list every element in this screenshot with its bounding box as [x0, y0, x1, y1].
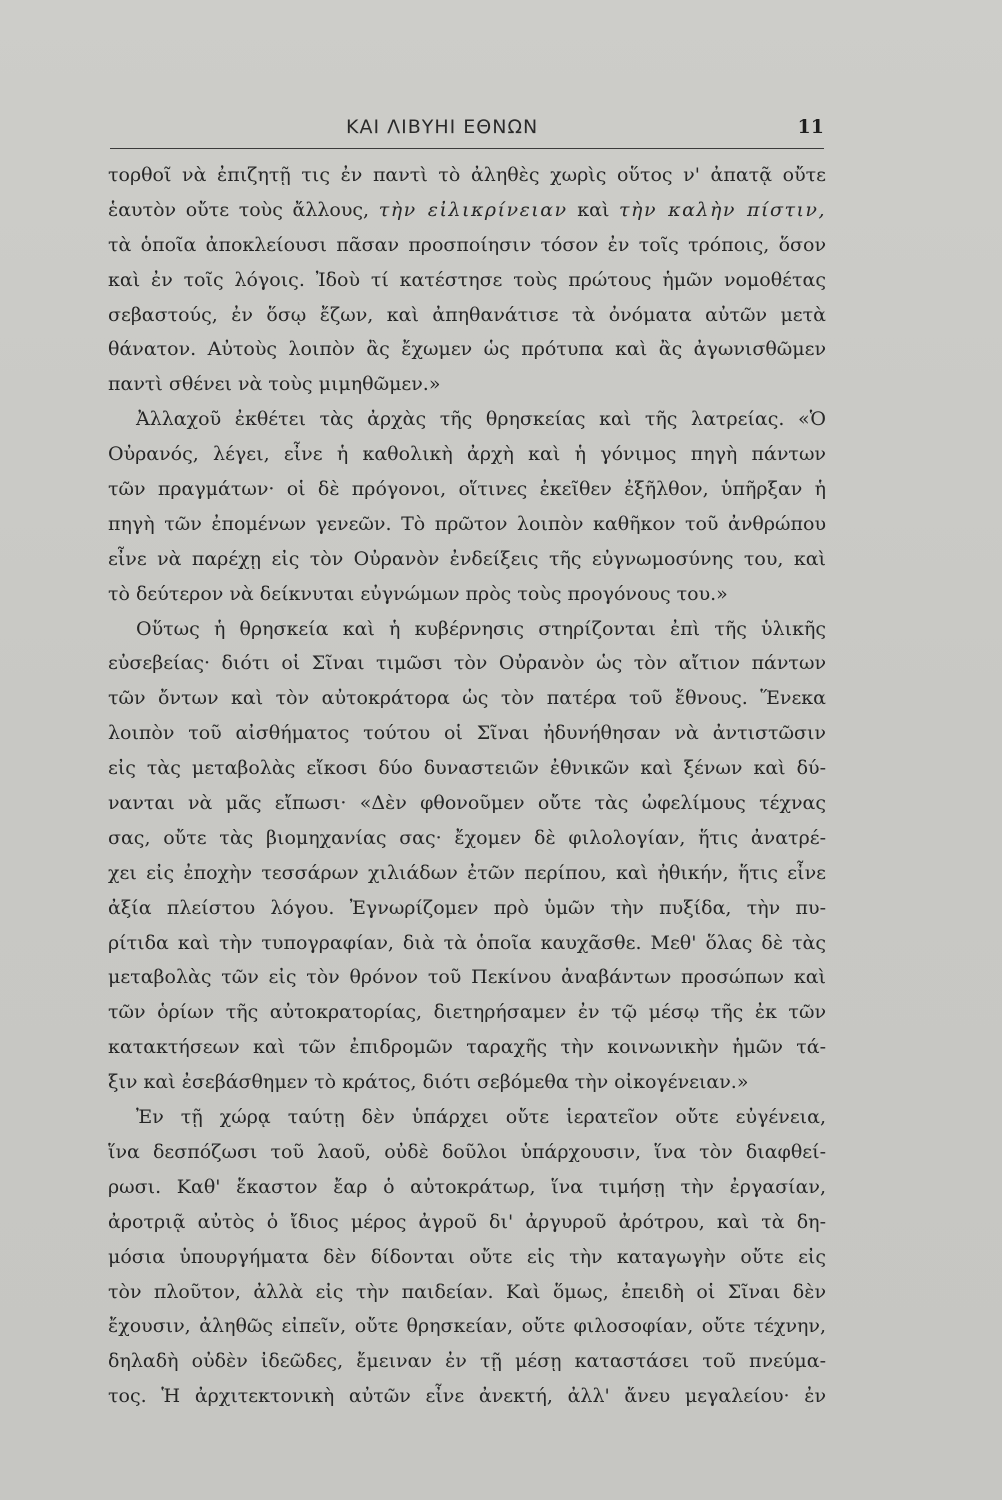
text-line: παντὶ σθένει νὰ τοὺς μιμηθῶμεν.»	[108, 373, 441, 396]
text-line: δηλαδὴ οὐδὲν ἰδεῶδες, ἔμειναν ἐν τῇ μέσῃ καταστάσει τοῦ πνεύμα-	[108, 1350, 826, 1373]
text-line: τορθοῖ νὰ ἐπιζητῇ τις ἐν παντὶ τὸ ἀληθὲς χωρὶς οὕτος ν' ἀπατᾷ οὔτε	[108, 164, 826, 186]
text-line: τῶν ὄντων καὶ τὸν αὐτοκράτορα ὡς τὸν πατέρα τοῦ ἔθνους. Ἕνεκα	[108, 687, 826, 710]
text-line: εἶνε νὰ παρέχῃ εἰς τὸν Οὐρανὸν ἐνδείξεις τῆς εὐγνωμοσύνης του, καὶ	[108, 547, 826, 570]
text-line: Οὐρανός, λέγει, εἶνε ἡ καθολικὴ ἀρχὴ καὶ ἡ γόνιμος πηγὴ πάντων	[108, 443, 826, 466]
text-line: ἑαυτὸν οὔτε τοὺς ἄλλους, τὴν εἰλικρίνειαν καὶ τὴν καλὴν πίστιν,	[108, 198, 826, 221]
text-line: καὶ ἐν τοῖς λόγοις. Ἰδοὺ τί κατέστησε τοὺς πρώτους ἡμῶν νομοθέτας	[108, 268, 826, 291]
text-line: πηγὴ τῶν ἐπομένων γενεῶν. Τὸ πρῶτον λοιπὸν καθῆκον τοῦ ἀνθρώπου	[108, 512, 826, 535]
text-line: λοιπὸν τοῦ αἰσθήματος τούτου οἱ Σῖναι ἠδυνήθησαν νὰ ἀντιστῶσιν	[108, 722, 826, 745]
text-line: θάνατον. Αὐτοὺς λοιπὸν ἂς ἔχωμεν ὡς πρότυπα καὶ ἂς ἀγωνισθῶμεν	[108, 338, 826, 361]
running-head	[110, 116, 824, 149]
text-line: ἵνα δεσπόζωσι τοῦ λαοῦ, οὐδὲ δοῦλοι ὑπάρχουσιν, ἵνα τὸν διαφθεί-	[108, 1140, 826, 1163]
text-line: νανται νὰ μᾶς εἴπωσι· «Δὲν φθονοῦμεν οὔτε τὰς ὠφελίμους τέχνας	[108, 792, 826, 815]
text-line: σας, οὔτε τὰς βιομηχανίας σας· ἔχομεν δὲ φιλολογίαν, ἥτις ἀνατρέ-	[108, 826, 826, 849]
body-text	[108, 158, 826, 1414]
text-line: μεταβολὰς τῶν εἰς τὸν θρόνον τοῦ Πεκίνου ἀναβάντων προσώπων καὶ	[108, 966, 826, 989]
text-line: Οὕτως ἡ θρησκεία καὶ ἡ κυβέρνησις στηρίζονται ἐπὶ τῆς ὑλικῆς	[136, 617, 826, 640]
text-line: ἔχουσιν, ἀληθῶς εἰπεῖν, οὔτε θρησκείαν, οὔτε φιλοσοφίαν, οὔτε τέχνην,	[108, 1315, 826, 1338]
text-line: τος. Ἡ ἀρχιτεκτονικὴ αὐτῶν εἶνε ἀνεκτή, ἀλλ' ἄνευ μεγαλείου· ἐν	[108, 1385, 826, 1408]
text-line: χει εἰς ἐποχὴν τεσσάρων χιλιάδων ἐτῶν περίπου, καὶ ἠθικήν, ἥτις εἶνε	[108, 861, 826, 884]
text-line: εὐσεβείας· διότι οἱ Σῖναι τιμῶσι τὸν Οὐρανὸν ὡς τὸν αἴτιον πάντων	[108, 652, 826, 675]
text-line: ρωσι. Καθ' ἕκαστον ἔαρ ὁ αὐτοκράτωρ, ἵνα τιμήσῃ τὴν ἐργασίαν,	[108, 1175, 826, 1198]
text-line: Ἐν τῇ χώρᾳ ταύτῃ δὲν ὑπάρχει οὔτε ἱερατεῖον οὔτε εὐγένεια,	[136, 1106, 826, 1129]
text-line: τὸν πλοῦτον, ἀλλὰ εἰς τὴν παιδείαν. Καὶ ὅμως, ἐπειδὴ οἱ Σῖναι δὲν	[108, 1280, 826, 1303]
text-line: ξιν καὶ ἐσεβάσθημεν τὸ κράτος, διότι σεβόμεθα τὴν οἰκογένειαν.»	[108, 1071, 749, 1094]
text-line: ἀροτριᾷ αὐτὸς ὁ ἴδιος μέρος ἀγροῦ δι' ἀργυροῦ ἀρότρου, καὶ τὰ δη-	[108, 1210, 826, 1233]
page-number: 11	[797, 116, 824, 138]
text-line: τὰ ὁποῖα ἀποκλείουσι πᾶσαν προσποίησιν τόσον ἐν τοῖς τρόποις, ὅσον	[108, 233, 826, 256]
text-line: ρίτιδα καὶ τὴν τυπογραφίαν, διὰ τὰ ὁποῖα καυχᾶσθε. Μεθ' ὅλας δὲ τὰς	[108, 931, 826, 954]
text-line: τῶν πραγμάτων· οἱ δὲ πρόγονοι, οἵτινες ἐκεῖθεν ἐξῆλθον, ὑπῆρξαν ἡ	[108, 478, 826, 501]
text-line: εἰς τὰς μεταβολὰς εἴκοσι δύο δυναστειῶν ἐθνικῶν καὶ ξένων καὶ δύ-	[108, 757, 826, 780]
text-line: ἀξία πλείστου λόγου. Ἐγνωρίζομεν πρὸ ὑμῶν τὴν πυξίδα, τὴν πυ-	[108, 896, 826, 919]
text-line: Ἀλλαχοῦ ἐκθέτει τὰς ἀρχὰς τῆς θρησκείας καὶ τῆς λατρείας. «Ὁ	[136, 408, 826, 431]
text-line: μόσια ὑπουργήματα δὲν δίδονται οὔτε εἰς τὴν καταγωγὴν οὔτε εἰς	[108, 1245, 826, 1268]
text-line: κατακτήσεων καὶ τῶν ἐπιδρομῶν ταραχῆς τὴν κοινωνικὴν ἡμῶν τά-	[108, 1036, 826, 1059]
running-title: ΚΑΙ ΛΙΒΥΗΙ ΕΘΝΩΝ	[346, 116, 539, 138]
text-line: τῶν ὁρίων τῆς αὐτοκρατορίας, διετηρήσαμεν ἐν τῷ μέσῳ τῆς ἐκ τῶν	[108, 1001, 826, 1024]
spaced-phrase: τὴν εἰλικρίνειαν	[378, 198, 568, 221]
text-line: τὸ δεύτερον νὰ δείκνυται εὐγνώμων πρὸς τοὺς προγόνους του.»	[108, 582, 728, 605]
spaced-phrase: τὴν καλὴν πίστιν,	[619, 198, 826, 221]
text-line: σεβαστούς, ἐν ὅσῳ ἔζων, καὶ ἀπηθανάτισε τὰ ὀνόματα αὐτῶν μετὰ	[108, 303, 826, 326]
